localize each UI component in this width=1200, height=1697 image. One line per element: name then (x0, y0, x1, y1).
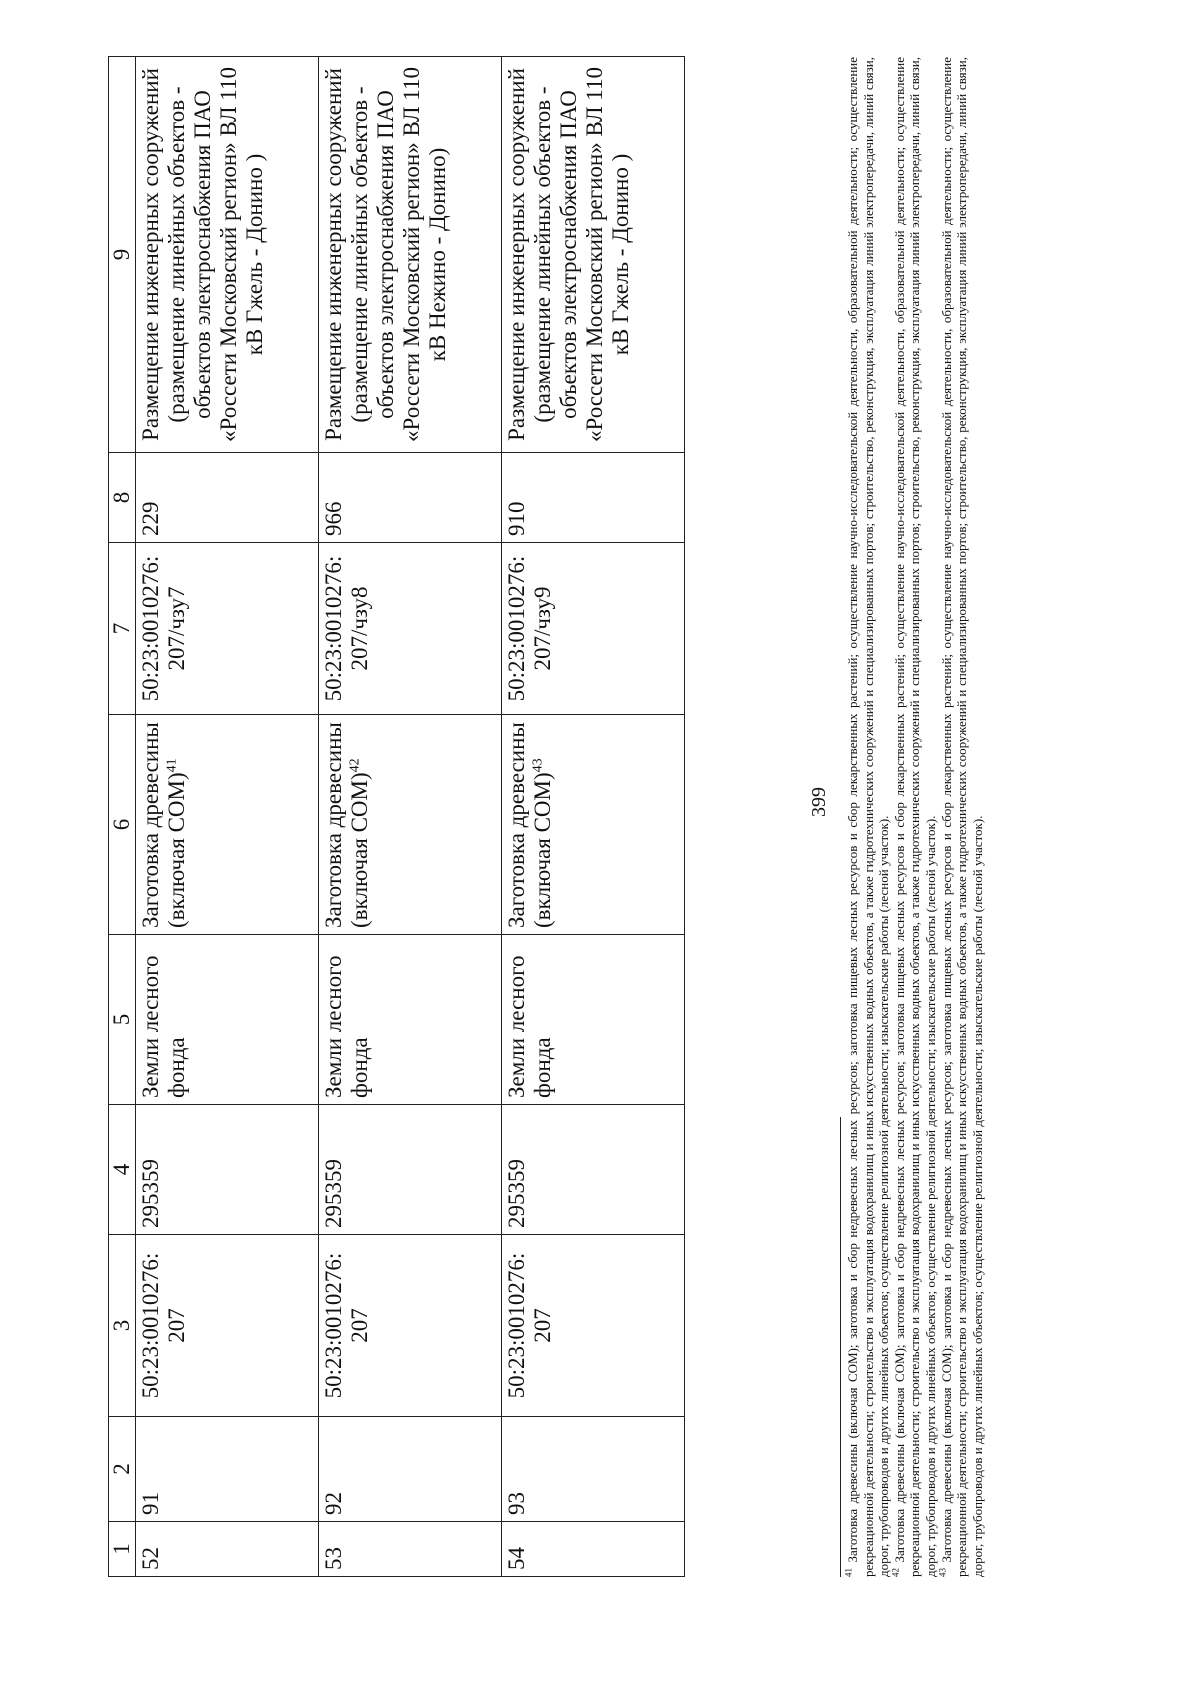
table-row (136, 57, 319, 1577)
table-row (502, 57, 685, 1577)
purpose-cell: Размещение инженерных сооружений (размещение линейных объектов - объектов электроснабжения ПАО «Россети Московский регион» ВЛ 110 кВ Гжель - Донино ) (502, 57, 685, 453)
kvartal-cell: 91 (136, 1417, 319, 1522)
footnote (892, 57, 939, 1577)
use-type-text: Заготовка древесины (включая СОМ) (504, 722, 555, 928)
use-type-text: Заготовка древесины (включая СОМ) (138, 722, 189, 928)
plot-part-number-text: 50:23:0010276: 207/чзу8 (321, 555, 372, 702)
page-number: 399 (808, 787, 830, 817)
column-header-8: 8 (109, 453, 136, 543)
use-type-cell (502, 715, 685, 935)
cadastral-number-cell (502, 1235, 685, 1417)
kvartal-cell: 93 (502, 1417, 685, 1522)
footnote-ref: 43 (530, 758, 546, 773)
footnote (939, 57, 986, 1577)
column-header-6: 6 (109, 715, 136, 935)
column-header-7: 7 (109, 543, 136, 715)
footnote-ref: 42 (347, 758, 363, 773)
column-header-1: 1 (109, 1522, 136, 1577)
footnote-ref: 41 (164, 758, 180, 773)
column-header-5: 5 (109, 935, 136, 1105)
kvartal-cell: 92 (319, 1417, 502, 1522)
column-header-4: 4 (109, 1105, 136, 1235)
footnote-text: Заготовка древесины (включая СОМ); заготовка и сбор недревесных лесных ресурсов; заготовка пищевых лесных ресурсов и сбор лекарственных растений; осуществление научно-исследовательской деятельности, образовательной деятельности; осуществление рекреационной деятельности; строительство и эксплуатация водохранилищ и иных искусственных водных объектов, а также гидротехнических сооружений и специализированных портов; строительство, реконструкция, эксплуатация линий электропередачи, линий связи, дорог, трубопроводов и других линейных объектов; осуществление религиозной деятельности; изыскательские работы (лесной участок). (845, 57, 892, 1577)
part-area-cell: 229 (136, 453, 319, 543)
footnote-text: Заготовка древесины (включая СОМ); заготовка и сбор недревесных лесных ресурсов; заготовка пищевых лесных ресурсов и сбор лекарственных растений; осуществление научно-исследовательской деятельности, образовательной деятельности; осуществление рекреационной деятельности; строительство и эксплуатация водохранилищ и иных искусственных водных объектов, а также гидротехнических сооружений и специализированных портов; строительство, реконструкция, эксплуатация линий электропередачи, линий связи, дорог, трубопроводов и других линейных объектов; осуществление религиозной деятельности; изыскательские работы (лесной участок). (938, 57, 985, 1577)
row-number: 54 (502, 1522, 685, 1577)
area-cell: 295359 (502, 1105, 685, 1235)
land-category-cell: Земли лесного фонда (319, 935, 502, 1105)
plot-part-number-text: 50:23:0010276: 207/чзу7 (138, 555, 189, 702)
footnote (845, 57, 892, 1577)
part-area-cell: 910 (502, 453, 685, 543)
row-number: 52 (136, 1522, 319, 1577)
purpose-cell: Размещение инженерных сооружений (размещение линейных объектов - объектов электроснабжения ПАО «Россети Московский регион» ВЛ 110 кВ Гжель - Донино ) (136, 57, 319, 453)
use-type-cell (319, 715, 502, 935)
column-header-2: 2 (109, 1417, 136, 1522)
area-cell: 295359 (319, 1105, 502, 1235)
area-cell: 295359 (136, 1105, 319, 1235)
footnote-number: 43 (937, 1568, 948, 1577)
cadastral-number-text: 50:23:0010276: 207 (504, 1252, 555, 1399)
column-header-3: 3 (109, 1235, 136, 1417)
footnote-number: 41 (843, 1568, 854, 1577)
use-type-cell (136, 715, 319, 935)
cadastral-number-cell (136, 1235, 319, 1417)
land-category-cell: Земли лесного фонда (502, 935, 685, 1105)
table-header-row (109, 57, 136, 1577)
plot-part-number-cell (502, 543, 685, 715)
column-header-9: 9 (109, 57, 136, 453)
cadastral-number-cell (319, 1235, 502, 1417)
footnote-number: 42 (890, 1568, 901, 1577)
table-row (319, 57, 502, 1577)
cadastral-number-text: 50:23:0010276: 207 (321, 1252, 372, 1399)
land-category-cell: Земли лесного фонда (136, 935, 319, 1105)
row-number: 53 (319, 1522, 502, 1577)
plot-part-number-text: 50:23:0010276: 207/чзу9 (504, 555, 555, 702)
cadastral-number-text: 50:23:0010276: 207 (138, 1252, 189, 1399)
footnote-text: Заготовка древесины (включая СОМ); заготовка и сбор недревесных лесных ресурсов; заготовка пищевых лесных ресурсов и сбор лекарственных растений; осуществление научно-исследовательской деятельности, образовательной деятельности; осуществление рекреационной деятельности; строительство и эксплуатация водохранилищ и иных искусственных водных объектов, а также гидротехнических сооружений и специализированных портов; строительство, реконструкция, эксплуатация линий электропередачи, линий связи, дорог, трубопроводов и других линейных объектов; осуществление религиозной деятельности; изыскательские работы (лесной участок). (891, 57, 938, 1577)
plot-part-number-cell (319, 543, 502, 715)
part-area-cell: 966 (319, 453, 502, 543)
plot-part-number-cell (136, 543, 319, 715)
purpose-cell: Размещение инженерных сооружений (размещение линейных объектов - объектов электроснабжения ПАО «Россети Московский регион» ВЛ 110 кВ Нежино - Донино) (319, 57, 502, 453)
footnotes-block (840, 57, 985, 1577)
land-plots-table (108, 56, 685, 1577)
use-type-text: Заготовка древесины (включая СОМ) (321, 722, 372, 928)
